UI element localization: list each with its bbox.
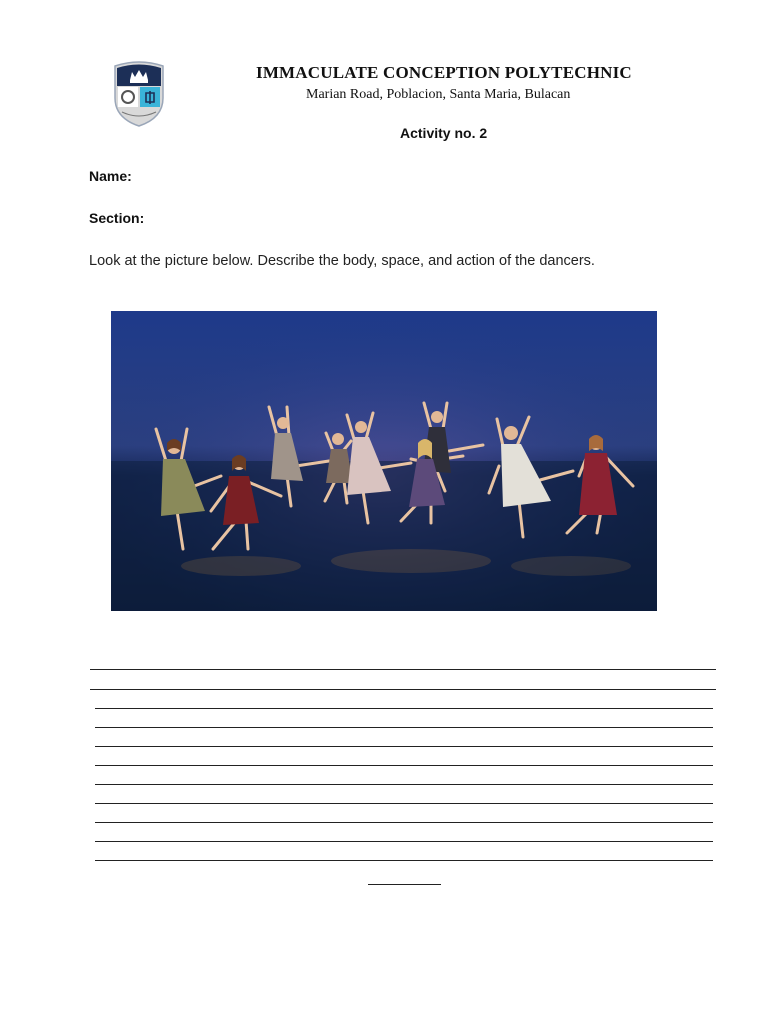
answer-line[interactable]: [95, 841, 713, 842]
activity-title: Activity no. 2: [400, 125, 488, 141]
answer-line[interactable]: [95, 765, 713, 766]
answer-line[interactable]: [95, 860, 713, 861]
answer-line[interactable]: [95, 746, 713, 747]
answer-line[interactable]: [90, 669, 716, 670]
answer-line-short[interactable]: [368, 884, 441, 885]
answer-line[interactable]: [90, 689, 716, 690]
instructions-text: Look at the picture below. Describe the body, space, and action of the dancers.: [89, 253, 595, 269]
answer-line[interactable]: [95, 822, 713, 823]
answer-line[interactable]: [95, 727, 713, 728]
answer-line[interactable]: [95, 803, 713, 804]
school-crest-icon: [110, 60, 168, 128]
section-label: Section:: [89, 210, 145, 226]
school-name: IMMACULATE CONCEPTION POLYTECHNIC: [256, 63, 632, 82]
dance-performance-photo: [111, 311, 657, 611]
answer-line[interactable]: [95, 784, 713, 785]
answer-line[interactable]: [95, 708, 713, 709]
name-label: Name:: [89, 168, 132, 184]
school-address: Marian Road, Poblacion, Santa Maria, Bulacan: [306, 87, 571, 102]
